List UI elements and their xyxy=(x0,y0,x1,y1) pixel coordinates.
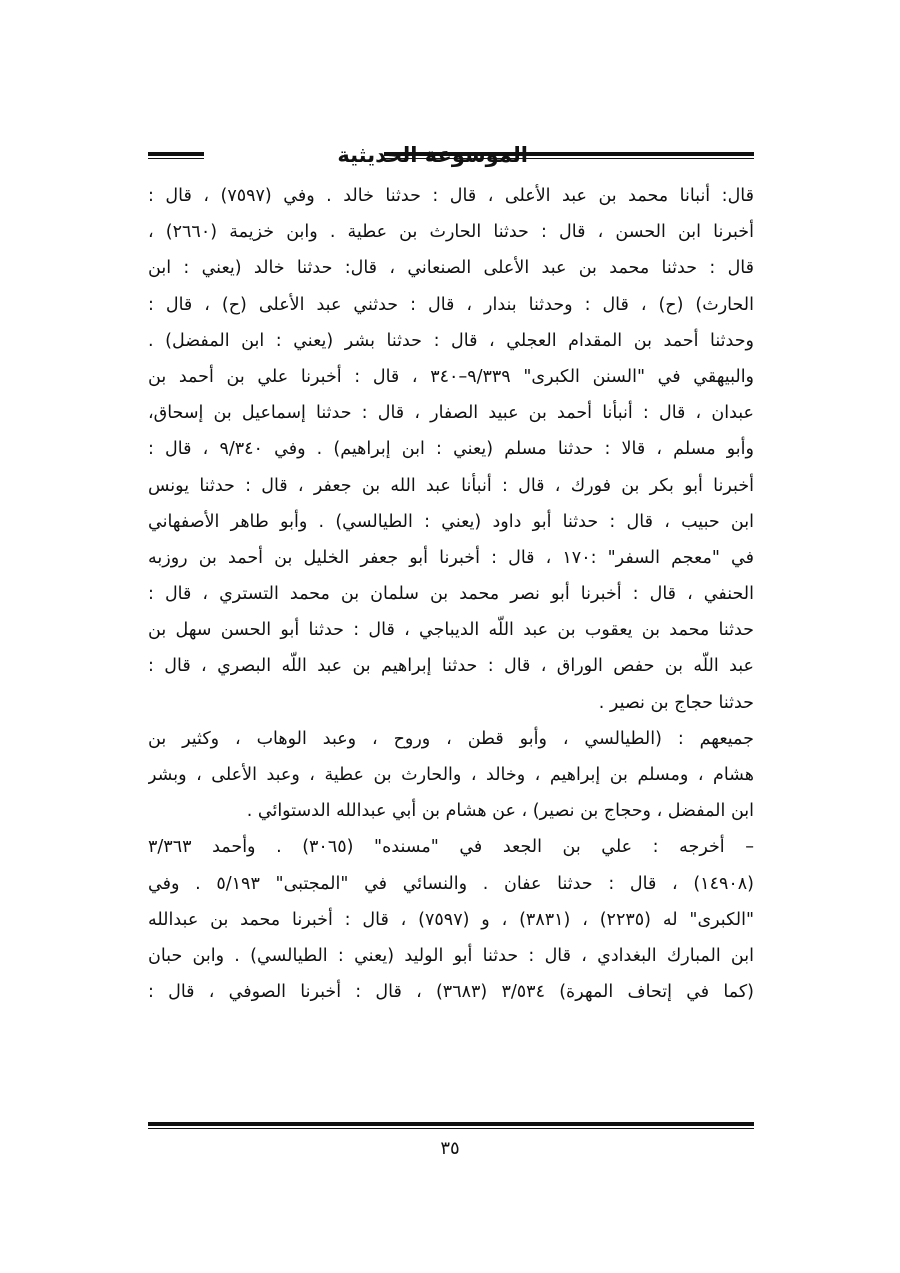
text-line: الحنفي ، قال : أخبرنا أبو نصر محمد بن سلمان بن محمد التستري ، قال : xyxy=(148,584,754,605)
text-line: حدثنا حجاج بن نصير . xyxy=(598,692,754,713)
text-line: عبدان ، قال : أنبأنا أحمد بن عبيد الصفار ، قال : حدثنا إسماعيل بن إسحاق، xyxy=(148,403,754,424)
text-line: "الكبرى" له (٢٢٣٥) ، (٣٨٣١) ، و (٧٥٩٧) ، قال : أخبرنا محمد بن عبدالله xyxy=(148,909,754,930)
text-line: الحارث) (ح) ، قال : وحدثنا بندار ، قال : حدثني عبد الأعلى (ح) ، قال : xyxy=(148,294,754,315)
text-line: وحدثنا أحمد بن المقدام العجلي ، قال : حدثنا بشر (يعني : ابن المفضل) . xyxy=(148,330,754,351)
text-line: قال: أنبانا محمد بن عبد الأعلى ، قال : حدثنا خالد . وفي (٧٥٩٧) ، قال : xyxy=(148,186,754,206)
text-line: والبيهقي في "السنن الكبرى" ٩/٣٣٩–٣٤٠ ، قال : أخبرنا علي بن أحمد بن xyxy=(148,366,754,387)
text-line: حدثنا محمد بن يعقوب بن عبد اللّه الديباجي ، قال : حدثنا أبو الحسن سهل بن xyxy=(148,620,754,641)
text-line: قال : حدثنا محمد بن عبد الأعلى الصنعاني ، قال: حدثنا خالد (يعني : ابن xyxy=(148,258,754,279)
page-number: ٣٥ xyxy=(440,1138,460,1159)
text-line: أخبرنا أبو بكر بن فورك ، قال : أنبأنا عبد الله بن جعفر ، قال : حدثنا يونس xyxy=(148,475,754,496)
footer-rule xyxy=(148,1122,754,1129)
text-line: عبد اللّه بن حفص الوراق ، قال : حدثنا إبراهيم بن عبد اللّه البصري ، قال : xyxy=(148,656,754,677)
paragraph-1 xyxy=(148,178,754,721)
running-header xyxy=(148,138,754,174)
text-line: – أخرجه : علي بن الجعد في "مسنده" (٣٠٦٥) . وأحمد ٣/٣٦٣ xyxy=(148,837,754,858)
text-line: (كما في إتحاف المهرة) ٣/٥٣٤ (٣٦٨٣) ، قال : أخبرنا الصوفي ، قال : xyxy=(148,982,754,1003)
text-line: هشام ، ومسلم بن إبراهيم ، وخالد ، والحارث بن عطية ، وعبد الأعلى ، وبشر xyxy=(148,765,754,785)
text-line: ابن حبيب ، قال : حدثنا أبو داود (يعني : الطيالسي) . وأبو طاهر الأصفهاني xyxy=(148,511,754,532)
body-text xyxy=(148,178,754,1010)
text-line: (١٤٩٠٨) ، قال : حدثنا عفان . والنسائي في "المجتبى" ٥/١٩٣ . وفي xyxy=(148,873,754,894)
text-line: جميعهم : (الطيالسي ، وأبو قطن ، وروح ، وعبد الوهاب ، وكثير بن xyxy=(148,728,754,749)
text-line: ابن المفضل ، وحجاج بن نصير) ، عن هشام بن أبي عبدالله الدستوائي . xyxy=(246,801,754,822)
paragraph-2 xyxy=(148,721,754,830)
text-line: أخبرنا ابن الحسن ، قال : حدثنا الحارث بن عطية . وابن خزيمة (٢٦٦٠) ، xyxy=(148,222,754,243)
header-rule-left xyxy=(148,152,204,159)
text-line: وأبو مسلم ، قالا : حدثنا مسلم (يعني : ابن إبراهيم) . وفي ٩/٣٤٠ ، قال : xyxy=(148,439,754,460)
header-title: الموسوعة الحديثية xyxy=(337,143,528,167)
header-rule-right xyxy=(384,152,754,159)
text-line: ابن المبارك البغدادي ، قال : حدثنا أبو الوليد (يعني : الطيالسي) . وابن حبان xyxy=(148,945,754,966)
paragraph-3 xyxy=(148,829,754,1010)
text-line: في "معجم السفر" :١٧٠ ، قال : أخبرنا أبو جعفر الخليل بن أحمد بن روزبه xyxy=(148,547,754,568)
